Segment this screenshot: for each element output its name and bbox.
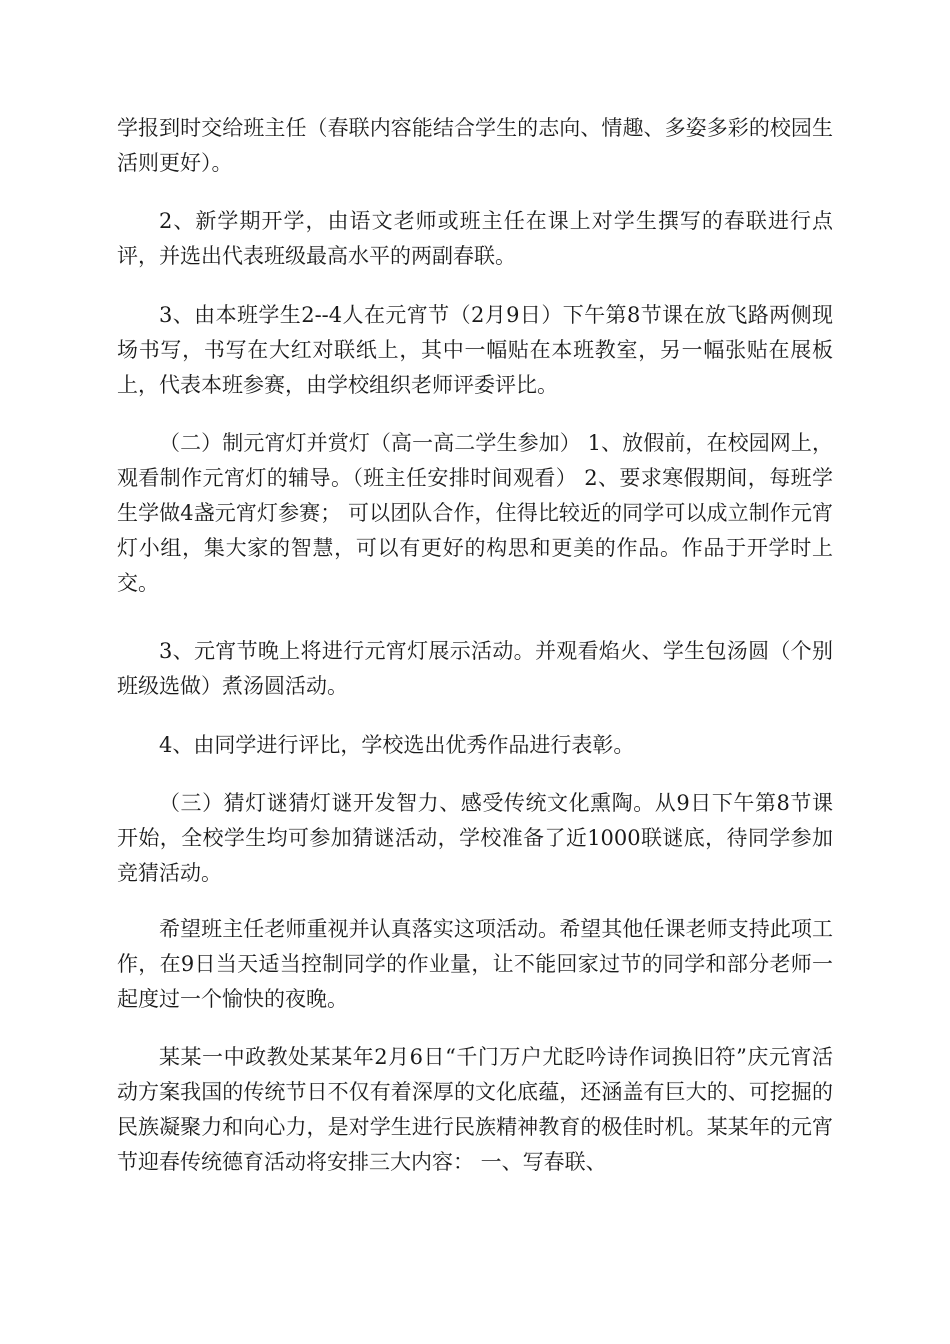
paragraph-9: 某某一中政教处某某年2月6日“千门万户尤眨吟诗作词换旧符”庆元宵活动方案我国的传统节日不仅有着深厚的文化底蕴，还涵盖有巨大的、可挖掘的民族凝聚力和向心力，是对学生进行民族精神教育的极佳时机。某某年的元宵节迎春传统德育活动将安排三大内容： 一、写春联、 [117, 1045, 833, 1174]
paragraph-6: 4、由同学进行评比，学校选出优秀作品进行表彰。 [159, 733, 635, 757]
paragraph-2: 2、新学期开学，由语文老师或班主任在课上对学生撰写的春联进行点评，并选出代表班级最高水平的两副春联。 [117, 209, 833, 268]
paragraph-8: 希望班主任老师重视并认真落实这项活动。希望其他任课老师支持此项工作，在9日当天适当控制同学的作业量，让不能回家过节的同学和部分老师一起度过一个愉快的夜晚。 [117, 917, 833, 1011]
paragraph-4: （二）制元宵灯并赏灯（高一高二学生参加） 1、放假前，在校园网上，观看制作元宵灯的辅导。（班主任安排时间观看） 2、要求寒假期间，每班学生学做4盏元宵灯参赛； 可以团队合作，住得比较近的同学可以成立制作元宵灯小组，集大家的智慧，可以有更好的构思和更美的作品。作品于开学时上交。 [117, 431, 833, 595]
paragraph-3: 3、由本班学生2--4人在元宵节（2月9日）下午第8节课在放飞路两侧现场书写，书写在大红对联纸上，其中一幅贴在本班教室，另一幅张贴在展板上，代表本班参赛，由学校组织老师评委评比。 [117, 303, 833, 397]
paragraph-7: （三）猜灯谜猜灯谜开发智力、感受传统文化熏陶。从9日下午第8节课开始，全校学生均可参加猜谜活动，学校准备了近1000联谜底，待同学参加竞猜活动。 [117, 791, 833, 885]
paragraph-1: 学报到时交给班主任（春联内容能结合学生的志向、情趣、多姿多彩的校园生活则更好）。 [117, 116, 833, 175]
paragraph-5: 3、元宵节晚上将进行元宵灯展示活动。并观看焰火、学生包汤圆（个别班级选做）煮汤圆活动。 [117, 639, 833, 698]
